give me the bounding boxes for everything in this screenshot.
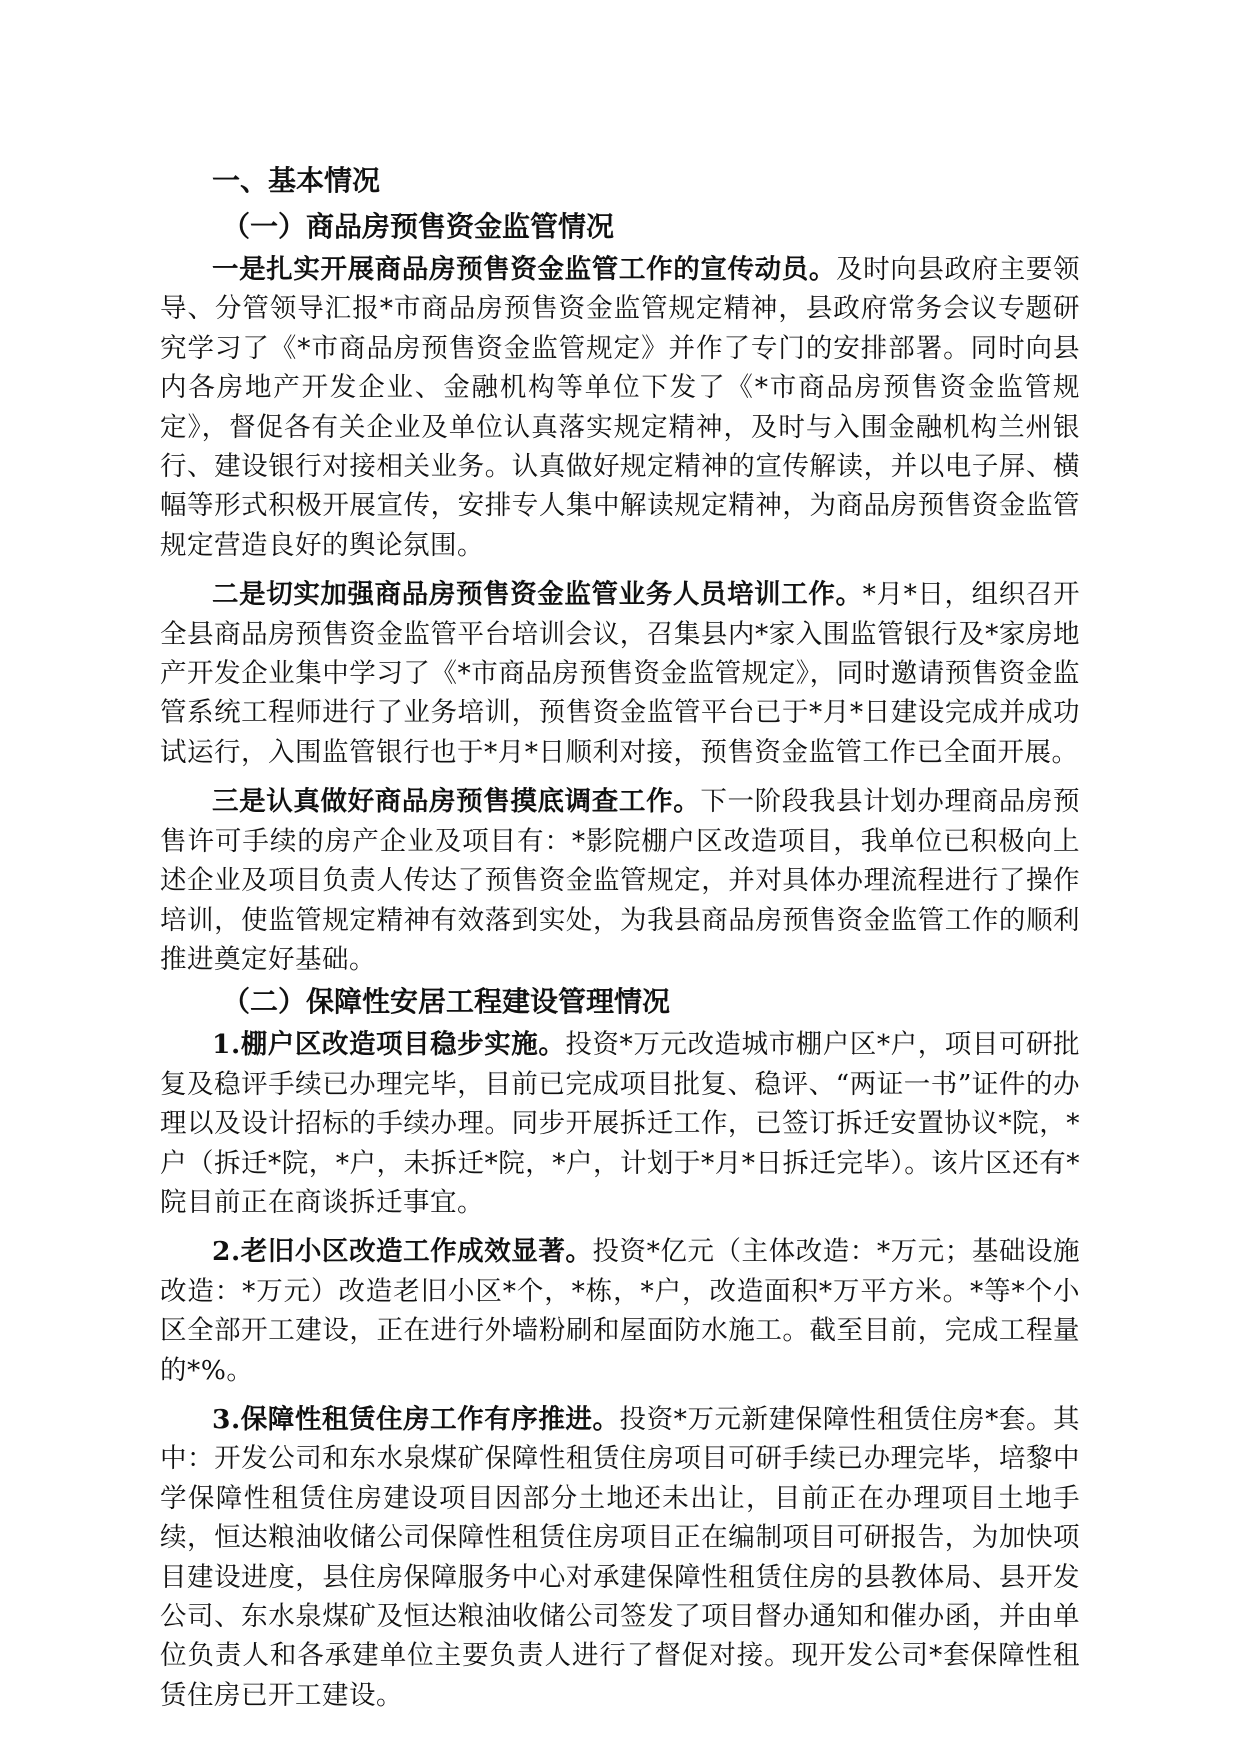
- paragraph-lead: 一是扎实开展商品房预售资金监管工作的宣传动员。: [212, 254, 836, 285]
- paragraph-lead: 三是认真做好商品房预售摸底调查工作。: [212, 786, 701, 818]
- subsection-heading-housing: （二）保障性安居工程建设管理情况: [222, 985, 671, 1019]
- paragraph-shantytown: [160, 1025, 1080, 1222]
- paragraph-training: [160, 575, 1080, 772]
- paragraph-body: 下一阶段我县计划办理商品房预售许可手续的房产企业及项目有：*影院棚户区改造项目，我单位已积极向上述企业及项目负责人传达了预售资金监管规定，并对具体办理流程进行了操作培训，使监管规定精神有效落到实处，为我县商品房预售资金监管工作的顺利推进奠定好基础。: [160, 786, 1081, 975]
- paragraph-rental-housing: [160, 1400, 1080, 1715]
- document-page: [160, 158, 1080, 1715]
- paragraph-body: *月*日，组织召开全县商品房预售资金监管平台培训会议，召集县内*家入围监管银行及*家房地产开发企业集中学习了《*市商品房预售资金监管规定》，同时邀请预售资金监管系统工程师进行了业务培训，预售资金监管平台已于*月*日建设完成并成功试运行，入围监管银行也于*月*日顺利对接，预售资金监管工作已全面开展。: [160, 579, 1080, 768]
- paragraph-publicity: [160, 250, 1080, 565]
- paragraph-body: 投资*万元新建保障性租赁住房*套。其中：开发公司和东水泉煤矿保障性租赁住房项目可研手续已办理完毕，培黎中学保障性租赁住房建设项目因部分土地还未出让，目前正在办理项目土地手续，恒达粮油收储公司保障性租赁住房项目正在编制项目可研报告，为加快项目建设进度，县住房保障服务中心对承建保障性租赁住房的县教体局、县开发公司、东水泉煤矿及恒达粮油收储公司签发了项目督办通知和催办函，并由单位负责人和各承建单位主要负责人进行了督促对接。现开发公司*套保障性租赁住房已开工建设。: [160, 1403, 1081, 1711]
- paragraph-lead: 二是切实加强商品房预售资金监管业务人员培训工作。: [212, 579, 863, 611]
- paragraph-old-community: [160, 1232, 1080, 1390]
- paragraph-survey: [160, 782, 1080, 979]
- paragraph-body: 及时向县政府主要领导、分管领导汇报*市商品房预售资金监管规定精神，县政府常务会议专题研究学习了《*市商品房预售资金监管规定》并作了专门的安排部署。同时向县内各房地产开发企业、金融机构等单位下发了《*市商品房预售资金监管规定》，督促各有关企业及单位认真落实规定精神，及时与入围金融机构兰州银行、建设银行对接相关业务。认真做好规定精神的宣传解读，并以电子屏、横幅等形式积极开展宣传，安排专人集中解读规定精神，为商品房预售资金监管规定营造良好的舆论氛围。: [160, 254, 1081, 561]
- section-heading: 一、基本情况: [212, 164, 381, 197]
- paragraph-lead: 3.保障性租赁住房工作有序推进。: [212, 1403, 620, 1435]
- paragraph-lead: 2.老旧小区改造工作成效显著。: [212, 1236, 593, 1268]
- paragraph-body: 投资*万元改造城市棚户区*户，项目可研批复及稳评手续已办理完毕，目前已完成项目批复、稳评、“两证一书”证件的办理以及设计招标的手续办理。同步开展拆迁工作，已签订拆迁安置协议*院，*户（拆迁*院，*户，未拆迁*院，*户，计划于*月*日拆迁完毕）。该片区还有*院目前正在商谈拆迁事宜。: [160, 1029, 1081, 1218]
- paragraph-lead: 1.棚户区改造项目稳步实施。: [212, 1029, 566, 1061]
- subsection-heading-presale: （一）商品房预售资金监管情况: [222, 210, 615, 243]
- paragraph-body: 投资*亿元（主体改造：*万元；基础设施改造：*万元）改造老旧小区*个，*栋，*户，改造面积*万平方米。*等*个小区全部开工建设，正在进行外墙粉刷和屋面防水施工。截至目前，完成工程量的*%。: [160, 1236, 1080, 1386]
